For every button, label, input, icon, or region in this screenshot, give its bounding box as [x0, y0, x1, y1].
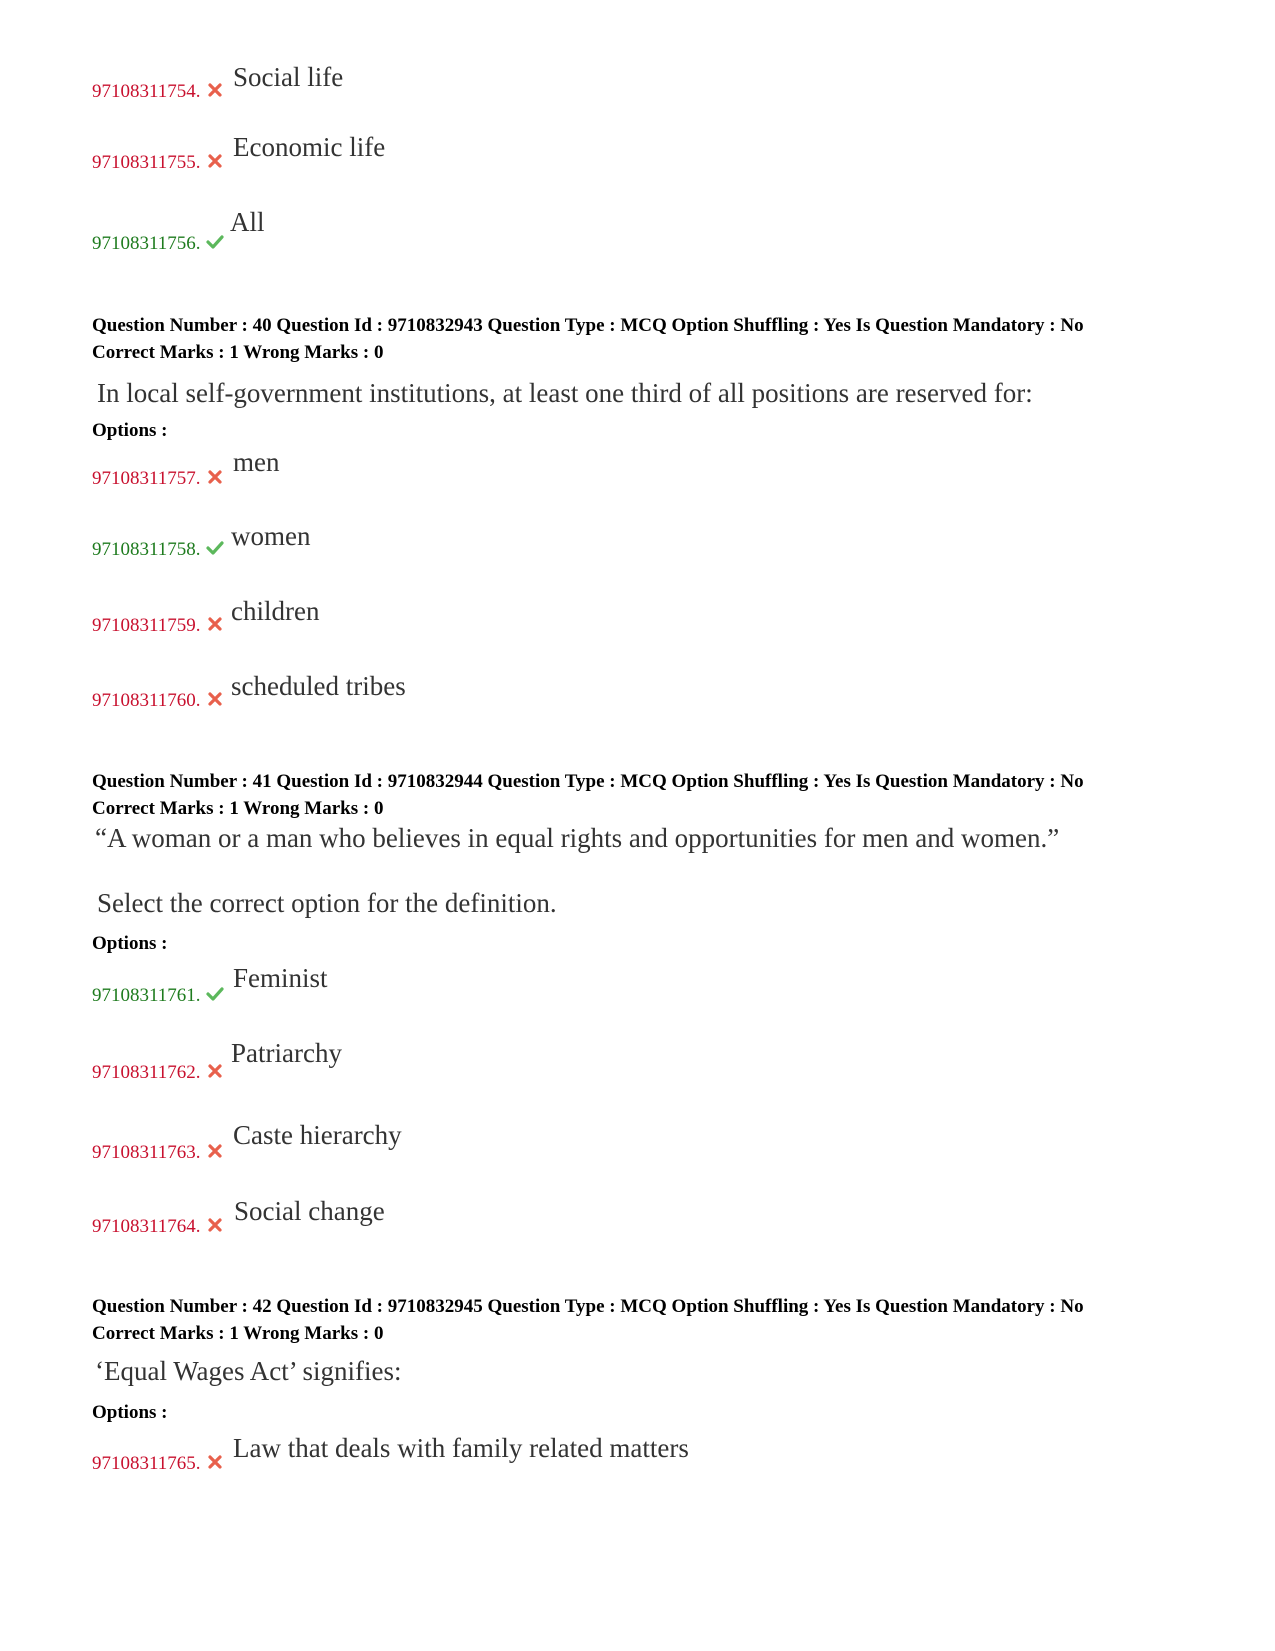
option-text: men — [233, 447, 280, 477]
cross-icon — [206, 1216, 224, 1234]
option-id: 97108311763. — [92, 1142, 224, 1164]
cross-icon — [206, 468, 224, 486]
option-id: 97108311760. — [92, 690, 224, 712]
cross-icon — [206, 1142, 224, 1160]
option-text: Patriarchy — [231, 1038, 342, 1068]
option-text: Law that deals with family related matters — [233, 1433, 689, 1463]
option-text: scheduled tribes — [231, 671, 406, 701]
option-text: children — [231, 596, 320, 626]
cross-icon — [206, 690, 224, 708]
question-header — [92, 768, 1084, 822]
check-icon — [206, 985, 224, 1003]
option-id: 97108311765. — [92, 1453, 224, 1475]
question-meta: Question Number : 40 Question Id : 9710832943 Question Type : MCQ Option Shuffling : Yes Is Question Mandatory : No — [92, 315, 1084, 336]
option-id: 97108311755. — [92, 152, 224, 174]
question-text: “A woman or a man who believes in equal rights and opportunities for men and women.” — [95, 823, 1060, 853]
question-header — [92, 1293, 1084, 1347]
option-text: Social change — [234, 1196, 385, 1226]
question-header — [92, 312, 1084, 366]
option-id: 97108311756. — [92, 233, 224, 255]
option-id: 97108311757. — [92, 468, 224, 490]
option-id: 97108311758. — [92, 539, 224, 561]
question-text: ‘Equal Wages Act’ signifies: — [95, 1356, 402, 1386]
check-icon — [206, 539, 224, 557]
cross-icon — [206, 152, 224, 170]
cross-icon — [206, 615, 224, 633]
question-marks: Correct Marks : 1 Wrong Marks : 0 — [92, 342, 384, 363]
option-id: 97108311759. — [92, 615, 224, 637]
option-text: Feminist — [233, 963, 328, 993]
question-meta: Question Number : 42 Question Id : 9710832945 Question Type : MCQ Option Shuffling : Yes Is Question Mandatory : No — [92, 1296, 1084, 1317]
question-marks: Correct Marks : 1 Wrong Marks : 0 — [92, 798, 384, 819]
option-id: 97108311754. — [92, 81, 224, 103]
check-icon — [206, 233, 224, 251]
option-text: All — [230, 207, 265, 237]
option-text: Social life — [233, 62, 344, 92]
options-label: Options : — [92, 1402, 168, 1423]
option-text: Economic life — [233, 132, 386, 162]
option-id: 97108311764. — [92, 1216, 224, 1238]
question-text: Select the correct option for the definition. — [97, 888, 557, 918]
option-text: Caste hierarchy — [233, 1120, 402, 1150]
options-label: Options : — [92, 933, 168, 954]
option-text: women — [231, 521, 311, 551]
question-marks: Correct Marks : 1 Wrong Marks : 0 — [92, 1323, 384, 1344]
cross-icon — [206, 1062, 224, 1080]
question-text: In local self-government institutions, at least one third of all positions are reserved for: — [97, 378, 1033, 408]
question-meta: Question Number : 41 Question Id : 9710832944 Question Type : MCQ Option Shuffling : Yes Is Question Mandatory : No — [92, 771, 1084, 792]
options-label: Options : — [92, 420, 168, 441]
cross-icon — [206, 1453, 224, 1471]
cross-icon — [206, 81, 224, 99]
option-id: 97108311761. — [92, 985, 224, 1007]
option-id: 97108311762. — [92, 1062, 224, 1084]
